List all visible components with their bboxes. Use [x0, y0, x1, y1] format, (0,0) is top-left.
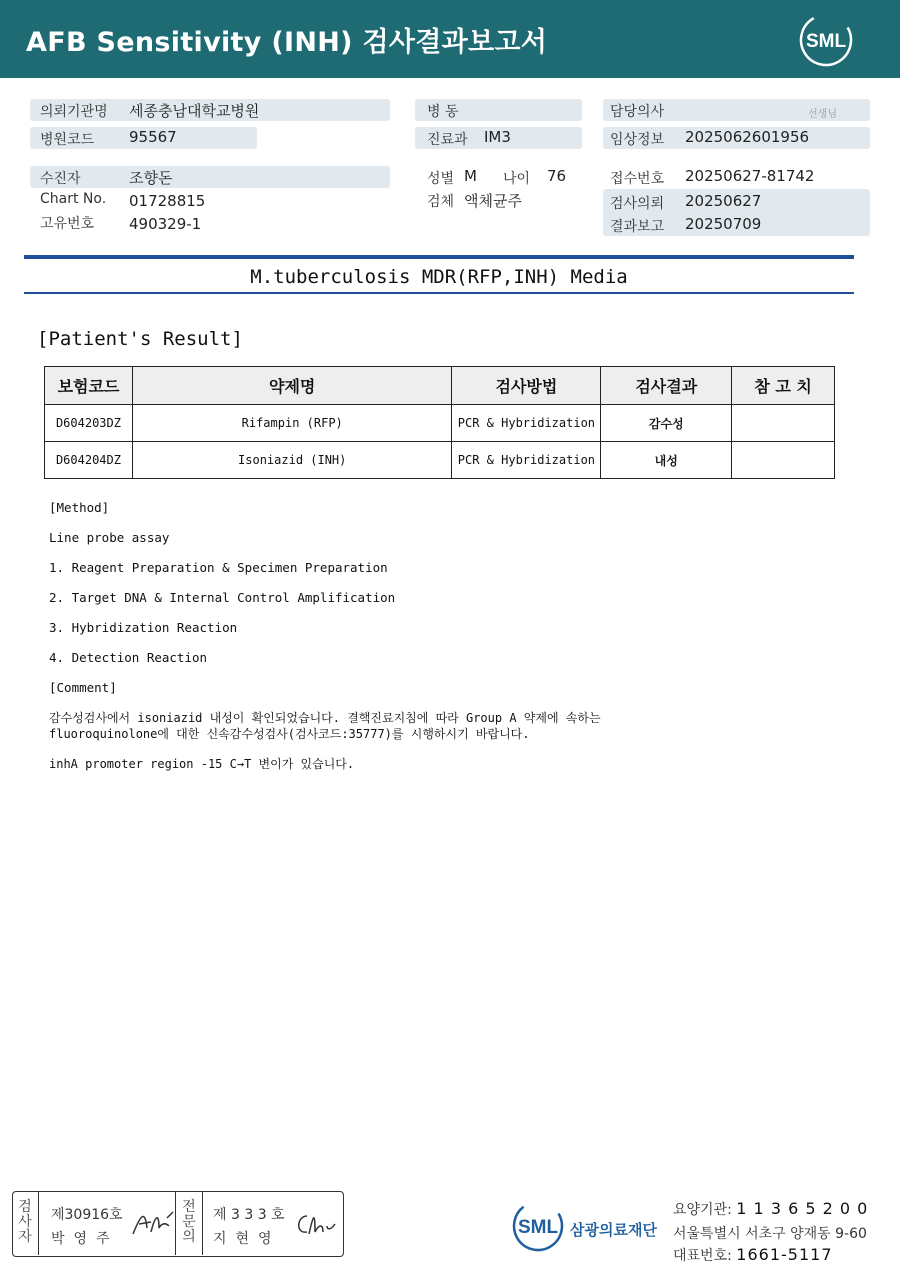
footer-org-name: 삼광의료재단	[570, 1221, 657, 1239]
report-value: 20250709	[685, 215, 762, 233]
table-row	[45, 442, 835, 479]
hospital-code-label: 병원코드	[40, 132, 95, 148]
age-label: 나이	[503, 171, 531, 187]
comment-heading: [Comment]	[49, 680, 117, 695]
chart-label: Chart No.	[40, 191, 107, 207]
institution-value: 세종충남대학교병원	[129, 102, 260, 120]
comment-line: inhA promoter region -15 C→T 변이가 있습니다.	[49, 757, 355, 771]
doctor-suffix: 선생님	[808, 109, 837, 120]
chart-value: 01728815	[129, 192, 206, 210]
cell-method: PCR & Hybridization	[452, 442, 601, 479]
col-header-method: 검사방법	[452, 367, 601, 405]
report-label: 결과보고	[610, 219, 665, 235]
footer-institution-no: 요양기관: 1 1 3 6 5 2 0 0	[673, 1199, 869, 1218]
footer-address: 서울특별시 서초구 양재동 9-60	[673, 1226, 867, 1242]
specialist-name: 지현영	[213, 1231, 281, 1247]
examiner-signature-icon	[129, 1206, 177, 1240]
receipt-label: 접수번호	[610, 171, 665, 187]
method-heading: [Method]	[49, 500, 110, 515]
method-line: Line probe assay	[49, 530, 170, 545]
age-value: 76	[547, 167, 567, 185]
section-title: [Patient's Result]	[37, 328, 243, 350]
table-row	[45, 405, 835, 442]
ward-label: 병 동	[427, 104, 459, 120]
svg-text:SML: SML	[805, 31, 847, 52]
sml-logo-icon	[798, 12, 854, 68]
svg-text:SML: SML	[517, 1217, 559, 1238]
header-banner	[0, 0, 900, 78]
specialist-license: 제 3 3 3 호	[213, 1207, 285, 1223]
sex-value: M	[464, 167, 477, 185]
table-header-row	[45, 367, 835, 405]
col-header-result: 검사결과	[601, 367, 732, 405]
examiner-license: 제30916호	[51, 1207, 123, 1223]
method-line: 3. Hybridization Reaction	[49, 620, 238, 635]
cell-method: PCR & Hybridization	[452, 405, 601, 442]
sml-footer-logo-icon	[510, 1198, 566, 1254]
specialist-label: 전 문 의	[182, 1199, 196, 1245]
report-title: M.tuberculosis MDR(RFP,INH) Media	[250, 266, 628, 288]
cell-code: D604203DZ	[45, 405, 133, 442]
institution-label: 의뢰기관명	[40, 104, 108, 120]
cell-result: 내성	[601, 442, 732, 479]
col-header-code: 보험코드	[45, 367, 133, 405]
footer-phone: 대표번호: 1661-5117	[673, 1245, 833, 1264]
page-title: AFB Sensitivity (INH) 검사결과보고서	[26, 27, 548, 58]
cell-code: D604204DZ	[45, 442, 133, 479]
dept-value: IM3	[484, 128, 511, 146]
method-line: 4. Detection Reaction	[49, 650, 208, 665]
title-rule-bottom	[24, 292, 854, 294]
id-label: 고유번호	[40, 216, 95, 232]
hospital-code-value: 95567	[129, 128, 177, 146]
cell-result: 감수성	[601, 405, 732, 442]
col-header-reference: 참 고 치	[732, 367, 835, 405]
comment-line: fluoroquinolone에 대한 신속감수성검사(검사코드:35777)를 시행하시기 바랍니다.	[49, 727, 530, 741]
results-table	[44, 366, 835, 479]
clinical-value: 2025062601956	[685, 128, 810, 146]
request-value: 20250627	[685, 192, 762, 210]
specialist-signature-icon	[293, 1206, 339, 1240]
col-header-drug: 약제명	[132, 367, 452, 405]
cell-drug: Rifampin (RFP)	[132, 405, 452, 442]
title-rule-top	[24, 255, 854, 259]
examiner-label-col	[13, 1192, 39, 1255]
specimen-label: 검체	[427, 194, 455, 210]
dept-label: 진료과	[427, 132, 468, 148]
signature-box	[12, 1191, 344, 1257]
cell-drug: Isoniazid (INH)	[132, 442, 452, 479]
examiner-label: 검 사 자	[18, 1199, 32, 1245]
sex-label: 성별	[427, 171, 455, 187]
patient-row	[30, 166, 390, 188]
specimen-value: 액체균주	[464, 192, 522, 210]
doctor-label: 담당의사	[610, 104, 665, 120]
institution-number: 1 1 3 6 5 2 0 0	[736, 1199, 869, 1218]
cell-reference	[732, 405, 835, 442]
request-label: 검사의뢰	[610, 196, 665, 212]
method-line: 2. Target DNA & Internal Control Amplification	[49, 590, 396, 605]
specialist-label-col	[175, 1192, 203, 1255]
cell-reference	[732, 442, 835, 479]
patient-value: 조향돈	[129, 169, 173, 187]
patient-label: 수진자	[40, 171, 81, 187]
clinical-label: 임상정보	[610, 132, 665, 148]
examiner-name: 박영주	[51, 1231, 119, 1247]
comment-line: 감수성검사에서 isoniazid 내성이 확인되었습니다. 결핵진료지침에 따라 Group A 약제에 속하는	[49, 711, 601, 725]
method-line: 1. Reagent Preparation & Specimen Preparation	[49, 560, 388, 575]
id-value: 490329-1	[129, 215, 202, 233]
receipt-value: 20250627-81742	[685, 167, 815, 185]
